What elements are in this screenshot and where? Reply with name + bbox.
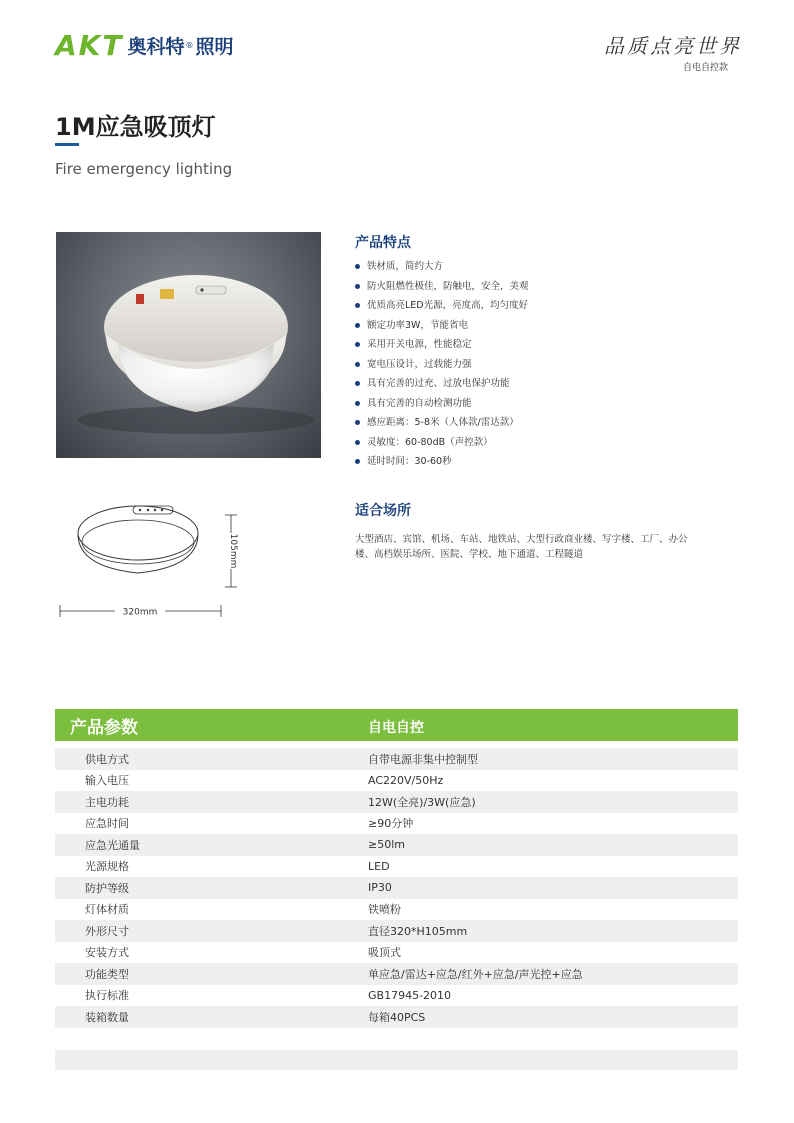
spec-key: 功能类型 [85,967,129,981]
brand-logo [55,30,234,60]
table-row [55,813,738,835]
bullet-icon [355,342,360,347]
spec-value: IP30 [368,881,392,895]
slogan-sub: 自电自控款 [682,63,728,73]
logo-letters: AKT [55,28,124,62]
feature-item: 具有完善的自动检测功能 [355,394,529,414]
table-row [55,985,738,1007]
spec-value: 自带电源非集中控制型 [368,752,478,766]
table-row [55,748,738,770]
spec-value: 吸顶式 [368,946,401,960]
spec-table-model: 自电自控 [368,720,424,736]
table-row [55,942,738,964]
spec-value: AC220V/50Hz [368,773,444,787]
bullet-icon [355,440,360,445]
page-subtitle: Fire emergency lighting [55,160,233,178]
features-heading: 产品特点 [355,235,411,251]
feature-item: 感应距离：5-8米（人体款/雷达款） [355,413,529,433]
spec-key: 应急光通量 [85,838,140,852]
spec-key: 安装方式 [85,946,129,960]
spec-value: 直径320*H105mm [368,924,468,938]
table-row [55,1006,738,1028]
features-list [355,257,529,472]
spec-value: ≥50lm [368,838,405,852]
spec-value: 单应急/雷达+应急/红外+应急/声光控+应急 [368,967,583,981]
height-dimension-label: 105mm [228,533,238,569]
logo-brand: 奥科特 [127,35,185,58]
feature-item: 优质高亮LED光源，亮度高，均匀度好 [355,296,529,316]
dimension-drawing [55,495,255,625]
spec-table [55,748,738,1028]
spec-table-title: 产品参数 [70,718,138,738]
spec-value: ≥90分钟 [368,817,414,831]
spec-value: GB17945-2010 [368,988,452,1002]
bullet-icon [355,420,360,425]
feature-item: 防火阻燃性极佳，防触电，安全，美观 [355,277,529,297]
spec-value: 每箱40PCS [368,1010,426,1024]
bullet-icon [355,303,360,308]
lamp-outline-diagram [55,495,255,625]
spec-key: 装箱数量 [85,1010,129,1024]
spec-value: 12W(全亮)/3W(应急) [368,795,476,809]
table-row [55,877,738,899]
feature-item: 铁材质，简约大方 [355,257,529,277]
spec-key: 应急时间 [85,817,129,831]
table-row [55,856,738,878]
spec-value: LED [368,859,390,873]
feature-item: 额定功率3W，节能省电 [355,316,529,336]
bullet-icon [355,323,360,328]
feature-item: 具有完善的过充、过放电保护功能 [355,374,529,394]
spec-key: 外形尺寸 [85,924,129,938]
spec-value: 铁喷粉 [368,903,401,917]
product-photo [56,232,321,458]
bullet-icon [355,401,360,406]
ceiling-lamp-image [56,232,321,458]
spec-key: 防护等级 [85,881,129,895]
title-underline [55,143,79,146]
spec-key: 供电方式 [85,752,129,766]
bullet-icon [355,264,360,269]
table-row [55,899,738,921]
bullet-icon [355,381,360,386]
bullet-icon [355,284,360,289]
table-row [55,791,738,813]
spec-key: 灯体材质 [85,903,129,917]
logo-lighting: 照明 [195,35,234,58]
table-row [55,963,738,985]
bullet-icon [355,362,360,367]
table-row [55,920,738,942]
slogan: 品质点亮世界 [604,34,742,58]
width-dimension-label: 320mm [122,607,158,618]
usage-text: 大型酒店、宾馆、机场、车站、地铁站、大型行政商业楼、写字楼、工厂、办公楼、高档娱乐场所、医院、学校、地下通道、工程隧道 [355,534,688,560]
feature-item: 延时时间：30-60秒 [355,452,529,472]
bullet-icon [355,459,360,464]
spec-key: 输入电压 [85,774,129,788]
spec-key: 执行标准 [85,989,129,1003]
spec-key: 光源规格 [85,860,129,874]
feature-item: 灵敏度：60-80dB（声控款） [355,433,529,453]
usage-heading: 适合场所 [355,503,411,519]
page-title: 1M应急吸顶灯 [55,113,216,141]
table-row [55,834,738,856]
spec-key: 主电功耗 [85,795,129,809]
table-footer-band [55,1050,738,1070]
logo-registered-mark: ® [185,40,194,50]
feature-item: 宽电压设计，过载能力强 [355,355,529,375]
table-row [55,770,738,792]
feature-item: 采用开关电源，性能稳定 [355,335,529,355]
